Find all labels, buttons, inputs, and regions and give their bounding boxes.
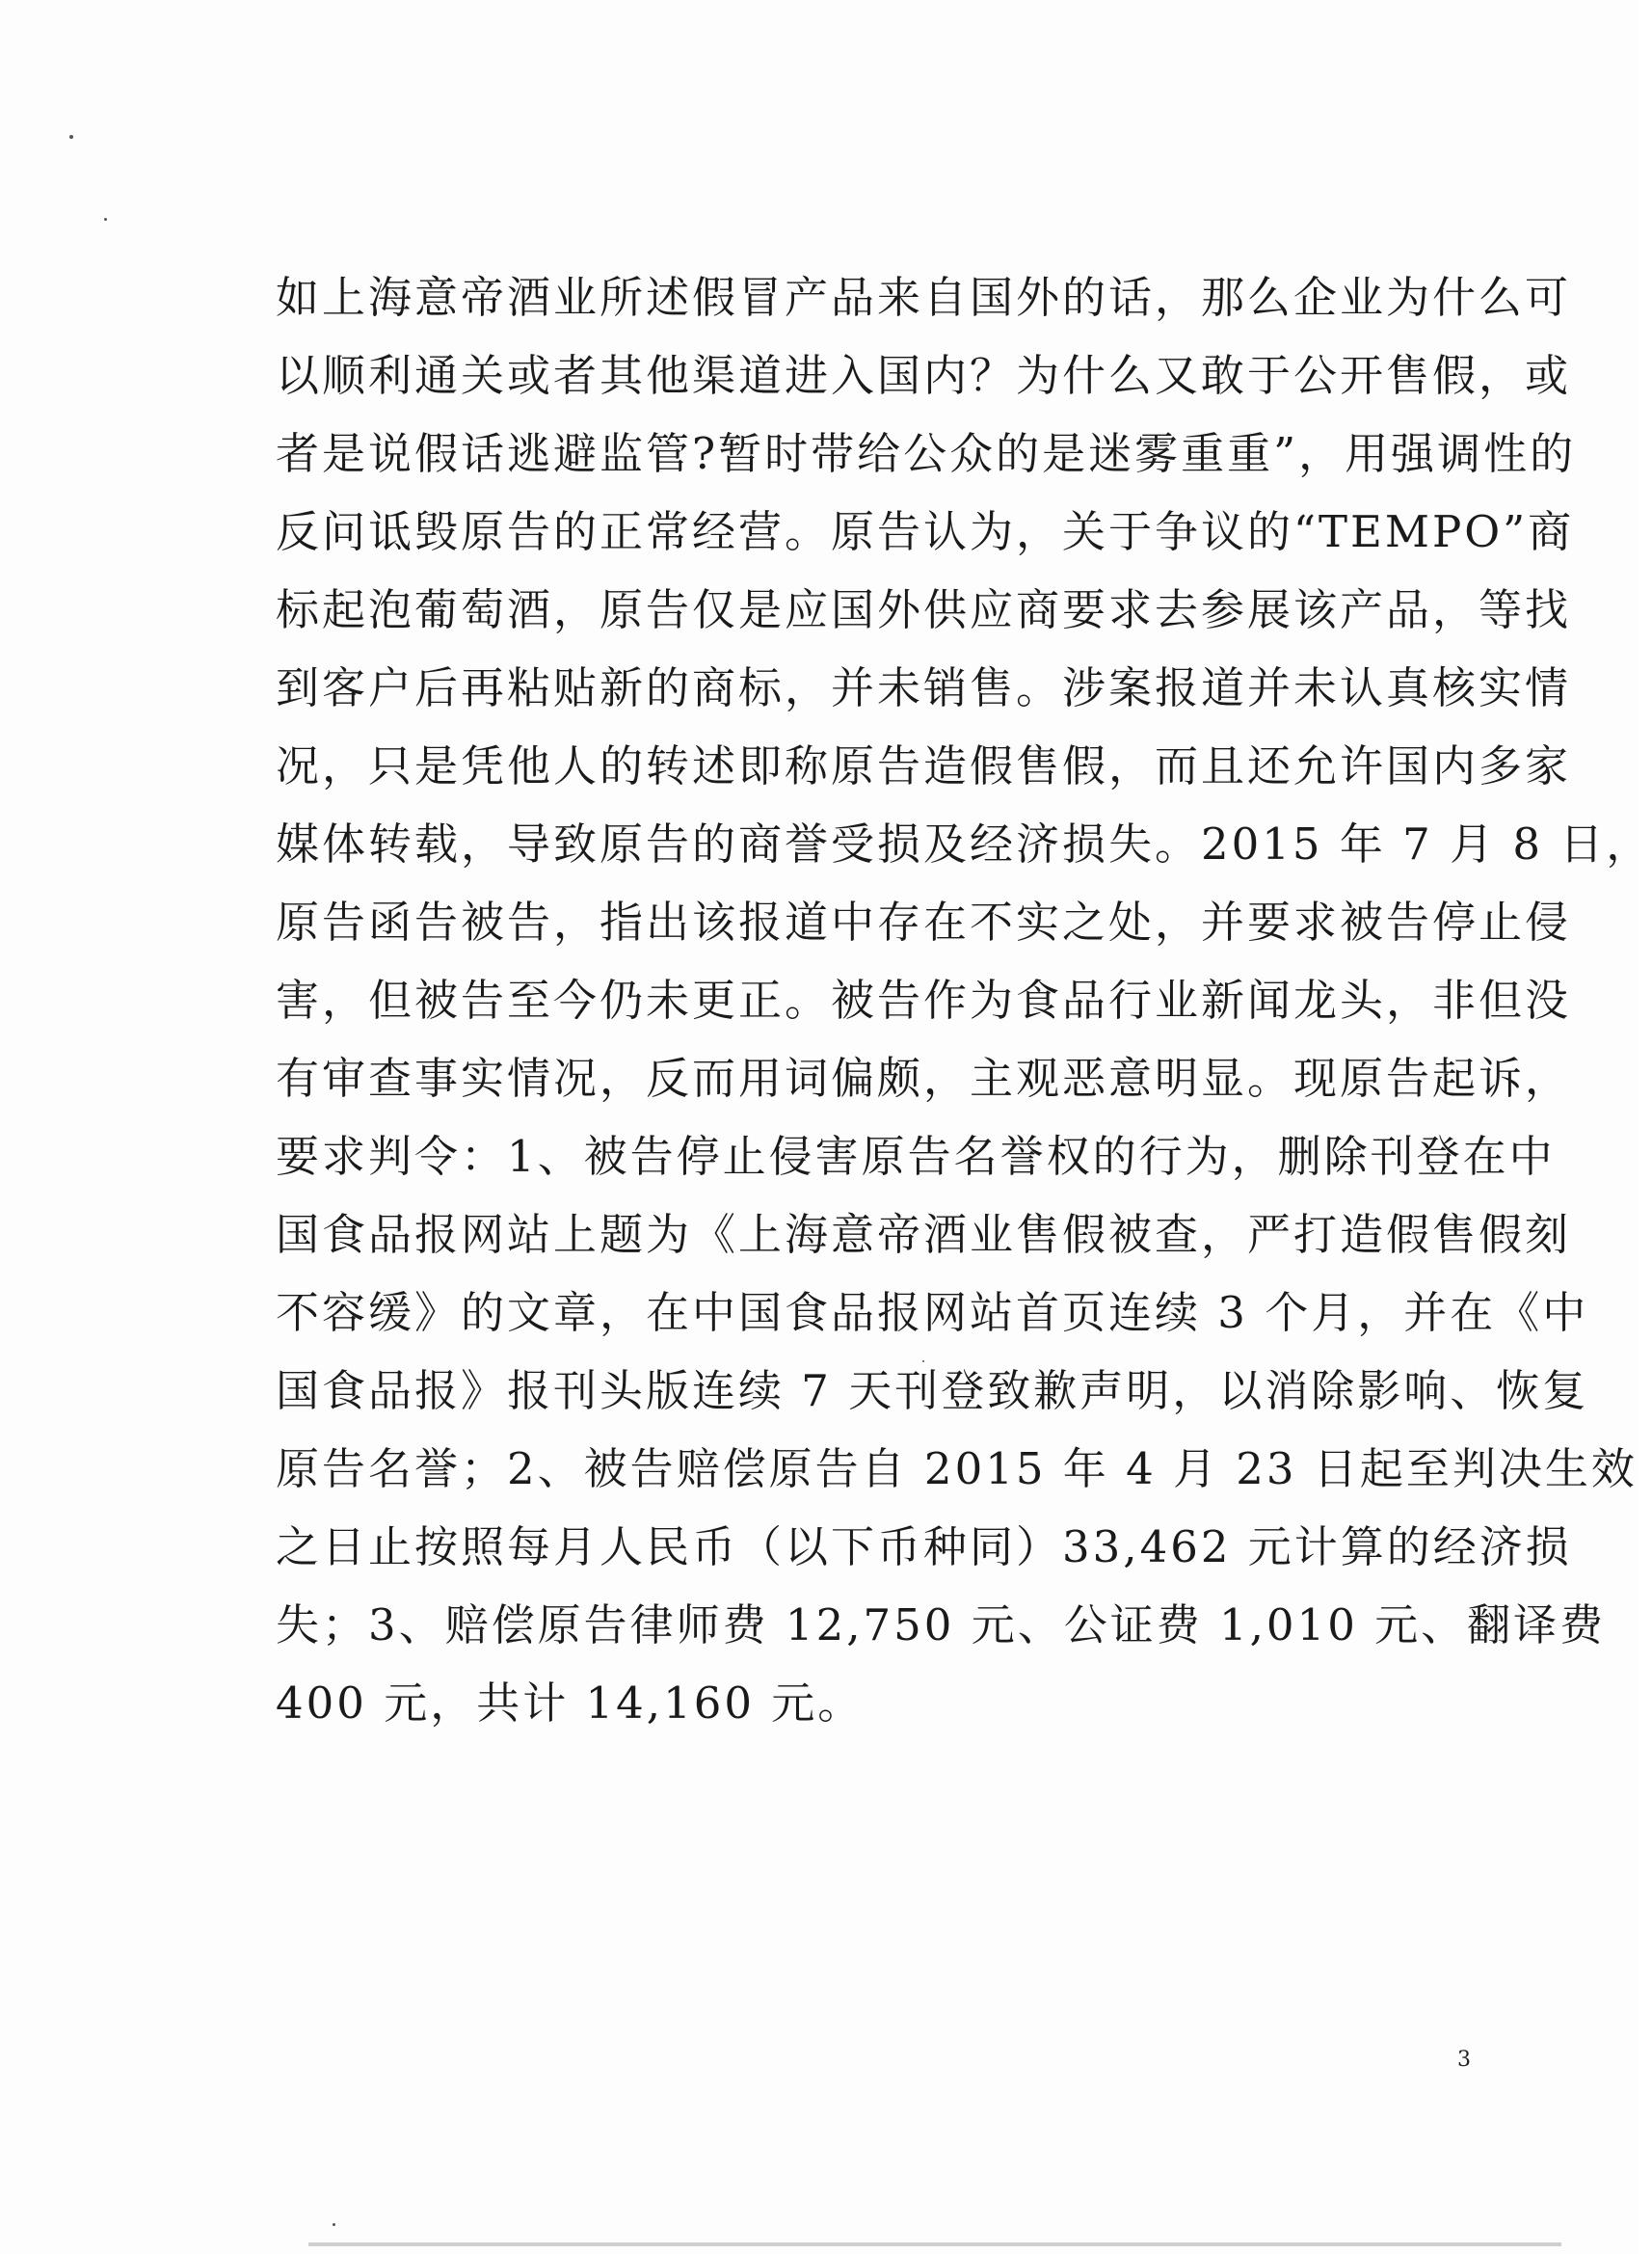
text-line: 之日止按照每月人民币（以下币种同）33,462 元计算的经济损 (276, 1521, 1572, 1572)
scan-speck (104, 218, 107, 221)
text-line: 国食品报》报刊头版连续 7 天刊登致歉声明，以消除影响、恢复 (276, 1365, 1589, 1416)
text-line: 反问诋毁原告的正常经营。原告认为，关于争议的“TEMPO”商 (276, 506, 1575, 557)
text-line: 原告名誉；2、被告赔偿原告自 2015 年 4 月 23 日起至判决生效 (276, 1443, 1638, 1494)
text-line: 400 元，共计 14,160 元。 (276, 1677, 865, 1729)
scan-speck (333, 2223, 335, 2226)
text-line: 况，只是凭他人的转述即称原告造假售假，而且还允许国内多家 (276, 740, 1572, 792)
body-text (276, 258, 1652, 1742)
text-line: 有审查事实情况，反而用词偏颇，主观恶意明显。现原告起诉， (276, 1053, 1572, 1104)
text-line: 标起泡葡萄酒，原告仅是应国外供应商要求去参展该产品，等找 (276, 584, 1572, 635)
scan-speck (69, 135, 73, 139)
scan-edge-shadow (308, 2242, 1561, 2246)
text-line: 者是说假话逃避监管?暂时带给公众的是迷雾重重”，用强调性的 (276, 428, 1577, 479)
text-line: 国食品报网站上题为《上海意帝酒业售假被查，严打造假售假刻 (276, 1209, 1572, 1260)
page-number: 3 (1457, 2048, 1471, 2072)
text-line: 到客户后再粘贴新的商标，并未销售。涉案报道并未认真核实情 (276, 662, 1572, 713)
text-line: 不容缓》的文章，在中国食品报网站首页连续 3 个月，并在《中 (276, 1287, 1589, 1338)
text-line: 原告函告被告，指出该报道中存在不实之处，并要求被告停止侵 (276, 897, 1572, 948)
text-line: 失；3、赔偿原告律师费 12,750 元、公证费 1,010 元、翻译费 (276, 1599, 1607, 1650)
text-line: 以顺利通关或者其他渠道进入国内？为什么又敢于公开售假，或 (276, 350, 1572, 401)
text-line: 要求判令：1、被告停止侵害原告名誉权的行为，删除刊登在中 (276, 1131, 1556, 1182)
text-line: 害，但被告至今仍未更正。被告作为食品行业新闻龙头，非但没 (276, 975, 1572, 1026)
text-line: 如上海意帝酒业所述假冒产品来自国外的话，那么企业为什么可 (276, 272, 1572, 323)
text-line: 媒体转载，导致原告的商誉受损及经济损失。2015 年 7 月 8 日， (276, 818, 1652, 870)
